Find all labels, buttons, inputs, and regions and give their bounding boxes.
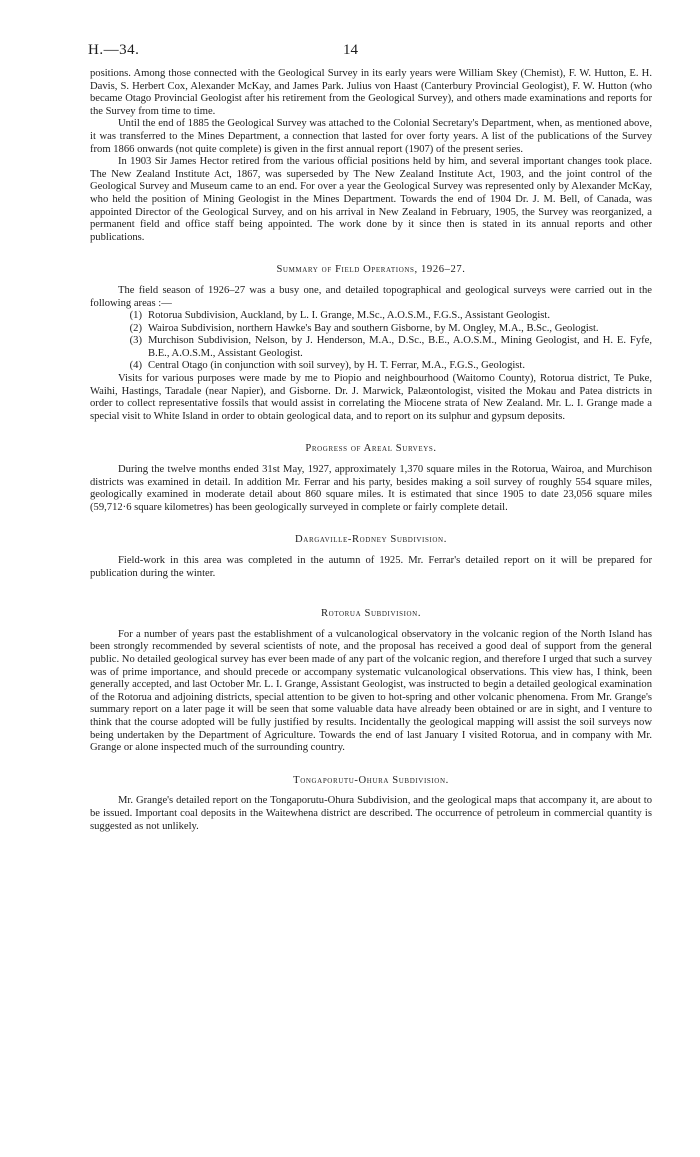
- list-item: [90, 335, 652, 360]
- list-item-number: (4): [129, 360, 142, 372]
- paragraph-progress: During the twelve months ended 31st May, 1927, approximately 1,370 square miles in the Rotorua, Wairoa, and Murchison districts was examined in detail. In addition Mr. Ferrar and his party, besides making a soil survey of roughly 554 square miles, geologically examined in moderate detail about 860 square miles. It is estimated that since 1905 to date 23,056 square miles (59,712·6 square kilometres) has been geologically surveyed in complete or fairly complete detail.: [90, 464, 652, 513]
- list-item-number: (3): [129, 335, 142, 347]
- section-heading-tongaporutu: Tongaporutu-Ohura Subdivision.: [293, 774, 449, 786]
- paragraph-tongaporutu: Mr. Grange's detailed report on the Tongaporutu-Ohura Subdivision, and the geological maps that accompany it, are about to be issued. Important coal deposits in the Waitewhena district are described. The occurrence of petroleum in commercial quantity is suggested as not unlikely.: [90, 795, 652, 832]
- list-item: [90, 360, 652, 373]
- paragraph-early-staff: positions. Among those connected with the Geological Survey in its early years were William Skey (Chemist), F. W. Hutton, E. H. Davis, S. Herbert Cox, Alexander McKay, and James Park. Julius von Haast (Canterbury Provincial Geologist), F. W. Hutton (who became Otago Provincial Geologist after his retirement from the Geological Survey), and others made examinations and reports for the Survey from time to time.: [90, 68, 652, 117]
- list-item-text: Murchison Subdivision, Nelson, by J. Henderson, M.A., D.Sc., B.E., A.O.S.M., Mining Geologist, and H. E. Fyfe, B.E., A.O.S.M., Assistant Geologist.: [148, 335, 652, 359]
- summary-lead: The field season of 1926–27 was a busy one, and detailed topographical and geological surveys were carried out in the following areas :—: [90, 284, 652, 309]
- document-page: [90, 42, 652, 833]
- list-item-text: Rotorua Subdivision, Auckland, by L. I. Grange, M.Sc., A.O.S.M., F.G.S., Assistant Geologist.: [148, 310, 551, 322]
- report-reference: H.—34.: [88, 42, 140, 58]
- paragraph-department-history: Until the end of 1885 the Geological Survey was attached to the Colonial Secretary's Department, when, as mentioned above, it was transferred to the Mines Department, a connection that lasted for over forty years. A list of the publications of the Survey from 1866 onwards (not quite complete) is given in the first annual report (1907) of the present series.: [90, 118, 652, 155]
- section-heading-rotorua: Rotorua Subdivision.: [320, 608, 422, 620]
- paragraph-dargaville: Field-work in this area was completed in the autumn of 1925. Mr. Ferrar's detailed report on it will be prepared for publication during the winter.: [90, 555, 652, 579]
- list-item-number: (2): [129, 322, 142, 334]
- list-item-number: (1): [129, 310, 142, 322]
- list-item-text: Central Otago (in conjunction with soil survey), by H. T. Ferrar, M.A., F.G.S., Geologist.: [148, 360, 526, 372]
- section-heading-progress: Progress of Areal Surveys.: [305, 443, 437, 455]
- section-heading-summary: Summary of Field Operations, 1926–27.: [276, 264, 466, 276]
- list-item: [90, 323, 652, 336]
- list-item-text: Wairoa Subdivision, northern Hawke's Bay and southern Gisborne, by M. Ongley, M.A., B.Sc., Geologist.: [148, 322, 599, 334]
- page-number: 14: [343, 42, 358, 58]
- page-header: [90, 42, 652, 68]
- paragraph-rotorua: For a number of years past the establishment of a vulcanological observatory in the volcanic region of the North Island has been strongly recommended by several scientists of note, and the proposal has received a good deal of support from the general public. No detailed geological survey has ever been made of any part of the volcanic region, and therefore I urged that such a survey was of prime importance, and should precede or accompany systematic vulcanological observations. This view has, I think, been generally accepted, and last October Mr. L. I. Grange, Assistant Geologist, was instructed to begin a detailed geological examination of the Rotorua and adjoining districts, special attention to be given to hot-spring and other volcanic phenomena. From Mr. Grange's summary report on a later page it will be seen that some valuable data have already been obtained or are in sight, and I venture to think that the course adopted will be fully justified by results. Incidentally the geological mapping will assist the soil surveys now being undertaken by the Department of Agriculture. Towards the end of last January I visited Rotorua, and in company with Mr. Grange or alone inspected much of the surrounding country.: [90, 628, 652, 754]
- section-heading-dargaville: Dargaville-Rodney Subdivision.: [295, 534, 447, 546]
- paragraph-reorganization: In 1903 Sir James Hector retired from the various official positions held by him, and several important changes took place. The New Zealand Institute Act, 1867, was superseded by The New Zealand Institute Act, 1903, and the joint control of the Geological Survey and Museum came to an end. For over a year the Geological Survey was represented only by Alexander McKay, who held the position of Mining Geologist in the Mines Department. Towards the end of 1904 Dr. J. M. Bell, of Canada, was appointed Director of the Geological Survey, and on his arrival in New Zealand in February, 1905, the Survey was reorganized, a permanent field and office staff being appointed. The work done by it since then is stated in its annual reports and other publications.: [90, 156, 652, 243]
- paragraph-visits: Visits for various purposes were made by me to Piopio and neighbourhood (Waitomo County), Rotorua district, Te Puke, Waihi, Hastings, Taradale (near Napier), and Gisborne. Dr. J. Marwick, Palæontologist, visited the Mokau and Patea districts in order to collect representative fossils that would assist in correlating the Miocene strata of New Zealand. Mr. L. I. Grange made a special visit to White Island in order to obtain geological data, and to report on its sulphur and gypsum deposits.: [90, 373, 652, 422]
- list-item: [90, 310, 652, 323]
